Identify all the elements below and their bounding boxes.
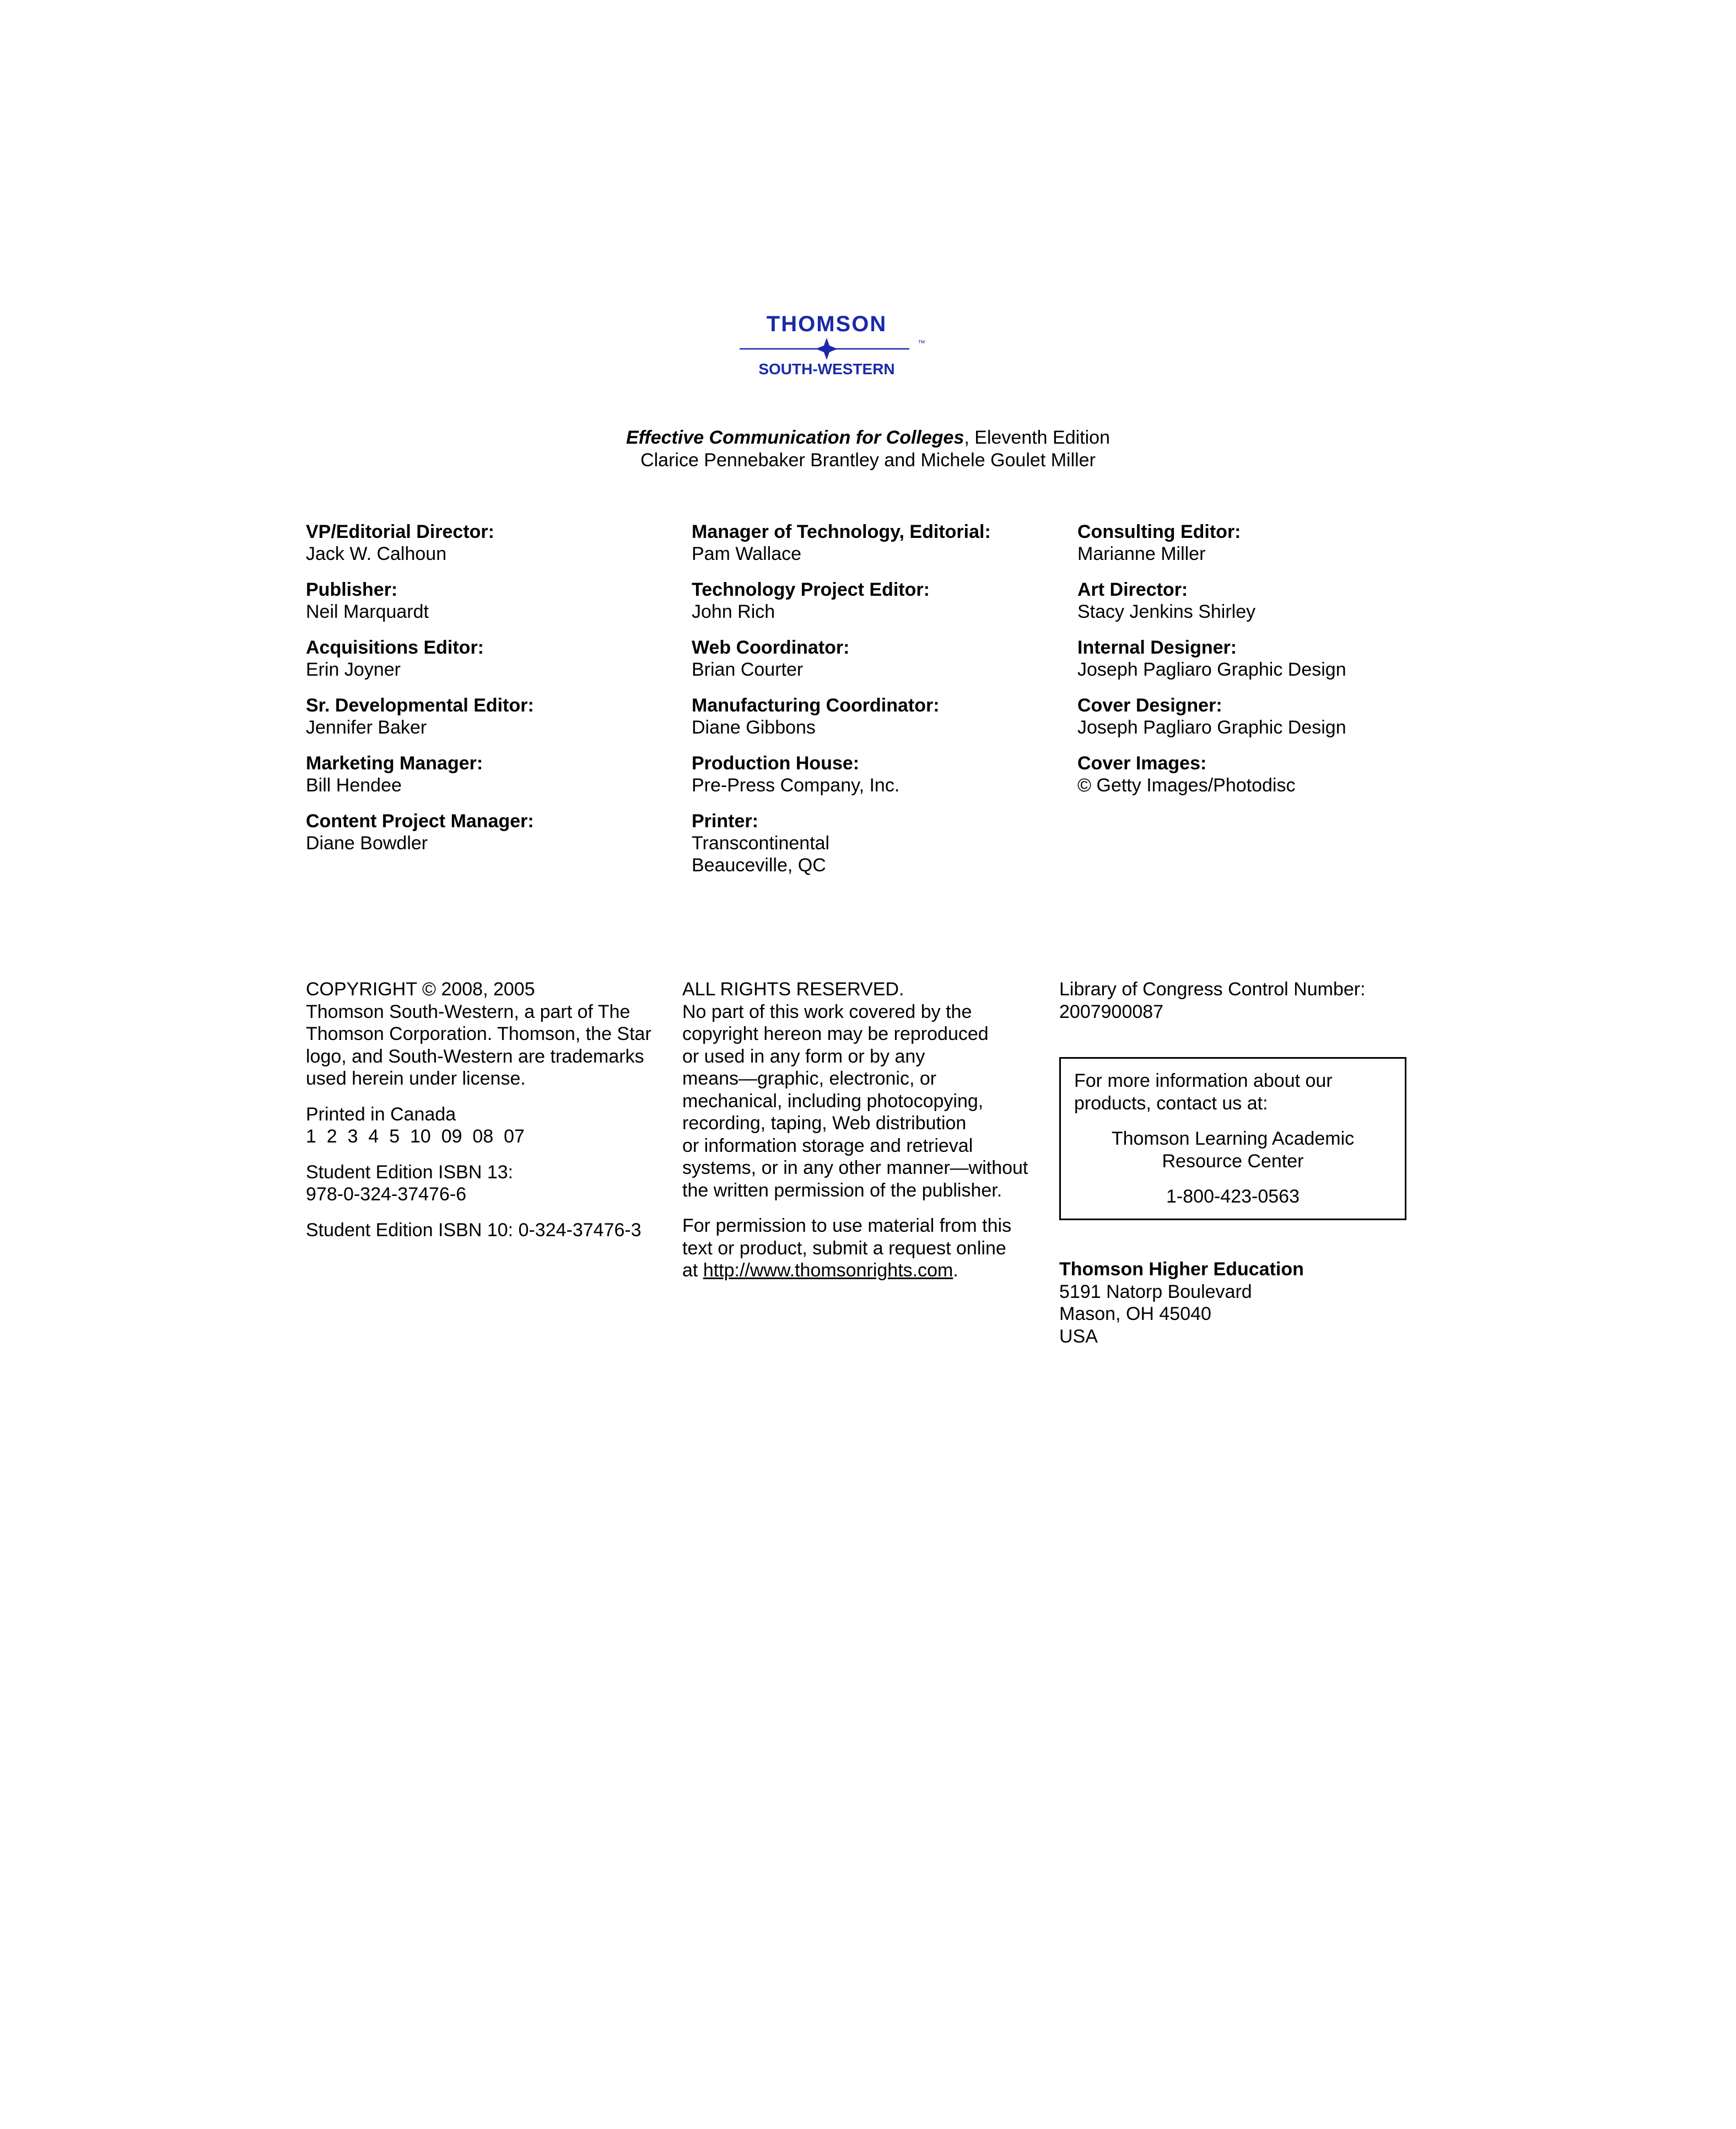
credit-role: Internal Designer: <box>1077 637 1237 658</box>
info-intro-line: For more information about our <box>1074 1070 1333 1091</box>
address-line: Mason, OH 45040 <box>1059 1303 1211 1324</box>
credit-item <box>1077 579 1463 623</box>
resource-center-name: Thomson Learning Academic <box>1111 1128 1355 1149</box>
logo-south-western-text: SOUTH-WESTERN <box>758 360 895 378</box>
printed-in: Printed in Canada <box>306 1103 456 1125</box>
copyright-line: used herein under license. <box>306 1068 526 1089</box>
copyright-line: Thomson South-Western, a part of The <box>306 1001 630 1022</box>
credit-item <box>692 521 1077 565</box>
credit-name: Bill Hendee <box>306 775 402 796</box>
rights-line: means—graphic, electronic, or <box>682 1068 937 1089</box>
credit-item <box>306 637 692 681</box>
credit-role: Technology Project Editor: <box>692 579 930 600</box>
credit-role: Acquisitions Editor: <box>306 637 484 658</box>
book-edition: , Eleventh Edition <box>964 427 1110 448</box>
rights-line: the written permission of the publisher. <box>682 1179 1002 1201</box>
publisher-name: Thomson Higher Education <box>1059 1259 1304 1280</box>
trademark-symbol: ™ <box>918 338 925 347</box>
credits-column-1 <box>306 521 692 868</box>
thomson-south-western-logo <box>727 306 948 389</box>
credit-name: Neil Marquardt <box>306 601 429 622</box>
credit-item <box>692 810 1077 876</box>
lccn-number: 2007900087 <box>1059 1001 1164 1022</box>
credit-name: Jennifer Baker <box>306 717 427 738</box>
book-authors: Clarice Pennebaker Brantley and Michele Goulet Miller <box>640 450 1096 471</box>
copyright-line: COPYRIGHT © 2008, 2005 <box>306 979 535 1000</box>
credit-role: Manufacturing Coordinator: <box>692 695 940 716</box>
phone-number: 1-800-423-0563 <box>1166 1186 1300 1207</box>
credit-item <box>692 694 1077 739</box>
isbn-13 <box>306 1161 651 1206</box>
lccn-label: Library of Congress Control Number: <box>1059 979 1366 1000</box>
rights-line: ALL RIGHTS RESERVED. <box>682 979 904 1000</box>
credit-item <box>306 752 692 796</box>
logo-thomson-text: THOMSON <box>766 312 887 336</box>
permission-link-line <box>682 1259 1028 1282</box>
printed-info <box>306 1103 651 1148</box>
contact-info-box <box>1059 1057 1406 1220</box>
credit-name: Diane Gibbons <box>692 717 816 738</box>
credit-role: Marketing Manager: <box>306 753 483 774</box>
rights-column <box>682 978 1028 1295</box>
credit-role: VP/Editorial Director: <box>306 521 494 542</box>
credit-name: Pre-Press Company, Inc. <box>692 775 900 796</box>
book-title-block <box>0 427 1736 472</box>
isbn-10-text: Student Edition ISBN 10: 0-324-37476-3 <box>306 1219 641 1241</box>
credits-column-2 <box>692 521 1077 890</box>
rights-line: or information storage and retrieval <box>682 1135 973 1156</box>
credit-item <box>306 810 692 854</box>
isbn-13-label: Student Edition ISBN 13: <box>306 1161 514 1183</box>
logo-graphic <box>727 306 948 389</box>
credit-role: Content Project Manager: <box>306 811 534 832</box>
credit-name: Pam Wallace <box>692 543 802 564</box>
credit-role: Sr. Developmental Editor: <box>306 695 534 716</box>
permission-line: For permission to use material from this <box>682 1215 1012 1236</box>
isbn-13-number: 978-0-324-37476-6 <box>306 1184 467 1205</box>
isbn-10 <box>306 1219 651 1242</box>
rights-line: or used in any form or by any <box>682 1045 925 1067</box>
credit-item <box>306 521 692 565</box>
credit-name: Stacy Jenkins Shirley <box>1077 601 1256 622</box>
credit-name: Diane Bowdler <box>306 833 428 854</box>
thomsonrights-link[interactable]: http://www.thomsonrights.com <box>703 1260 953 1281</box>
copyright-notice <box>306 978 651 1090</box>
credit-item <box>692 637 1077 681</box>
print-line-numbers: 1 2 3 4 5 10 09 08 07 <box>306 1126 525 1147</box>
credit-role: Production House: <box>692 753 860 774</box>
rights-line: recording, taping, Web distribution <box>682 1113 967 1134</box>
credit-name: Beauceville, QC <box>692 855 826 876</box>
credit-name: Brian Courter <box>692 659 804 680</box>
book-title-line <box>0 427 1736 449</box>
credit-item <box>692 752 1077 796</box>
lccn-block <box>1059 978 1366 1036</box>
credit-role: Cover Designer: <box>1077 695 1222 716</box>
credit-role: Printer: <box>692 811 758 832</box>
credit-item <box>1077 521 1463 565</box>
copyright-line: logo, and South-Western are trademarks <box>306 1045 644 1067</box>
credit-name: Transcontinental <box>692 833 830 854</box>
book-title: Effective Communication for Colleges <box>626 427 964 448</box>
credit-role: Cover Images: <box>1077 753 1207 774</box>
credit-item <box>692 579 1077 623</box>
credit-role: Publisher: <box>306 579 398 600</box>
address-line: USA <box>1059 1325 1098 1347</box>
publisher-address <box>1059 1258 1304 1348</box>
credit-name: John Rich <box>692 601 775 622</box>
rights-reserved-notice <box>682 978 1028 1201</box>
copyright-line: Thomson Corporation. Thomson, the Star <box>306 1023 651 1044</box>
credit-item <box>306 579 692 623</box>
credits-column-3 <box>1077 521 1463 810</box>
rights-line: systems, or in any other manner—without <box>682 1157 1028 1178</box>
permission-prefix: at <box>682 1260 703 1281</box>
credit-item <box>306 694 692 739</box>
credit-name: Jack W. Calhoun <box>306 543 447 564</box>
credit-role: Art Director: <box>1077 579 1188 600</box>
resource-center-name: Resource Center <box>1162 1150 1304 1172</box>
address-line: 5191 Natorp Boulevard <box>1059 1281 1252 1302</box>
credit-item <box>1077 694 1463 739</box>
credit-role: Web Coordinator: <box>692 637 850 658</box>
permission-suffix: . <box>953 1260 958 1281</box>
credit-name: Marianne Miller <box>1077 543 1206 564</box>
permission-notice <box>682 1215 1028 1282</box>
credit-item <box>1077 752 1463 796</box>
credit-role: Consulting Editor: <box>1077 521 1241 542</box>
rights-line: No part of this work covered by the <box>682 1001 972 1022</box>
credit-name: Joseph Pagliaro Graphic Design <box>1077 717 1346 738</box>
info-intro-line: products, contact us at: <box>1074 1092 1268 1114</box>
rights-line: copyright hereon may be reproduced <box>682 1023 989 1044</box>
credit-name: Joseph Pagliaro Graphic Design <box>1077 659 1346 680</box>
credit-role: Manager of Technology, Editorial: <box>692 521 991 542</box>
permission-line: text or product, submit a request online <box>682 1237 1006 1259</box>
credit-item <box>1077 637 1463 681</box>
rights-line: mechanical, including photocopying, <box>682 1090 984 1112</box>
copyright-column <box>306 978 651 1254</box>
credit-name: Erin Joyner <box>306 659 401 680</box>
star-icon <box>816 338 838 360</box>
credit-name: © Getty Images/Photodisc <box>1077 775 1296 796</box>
